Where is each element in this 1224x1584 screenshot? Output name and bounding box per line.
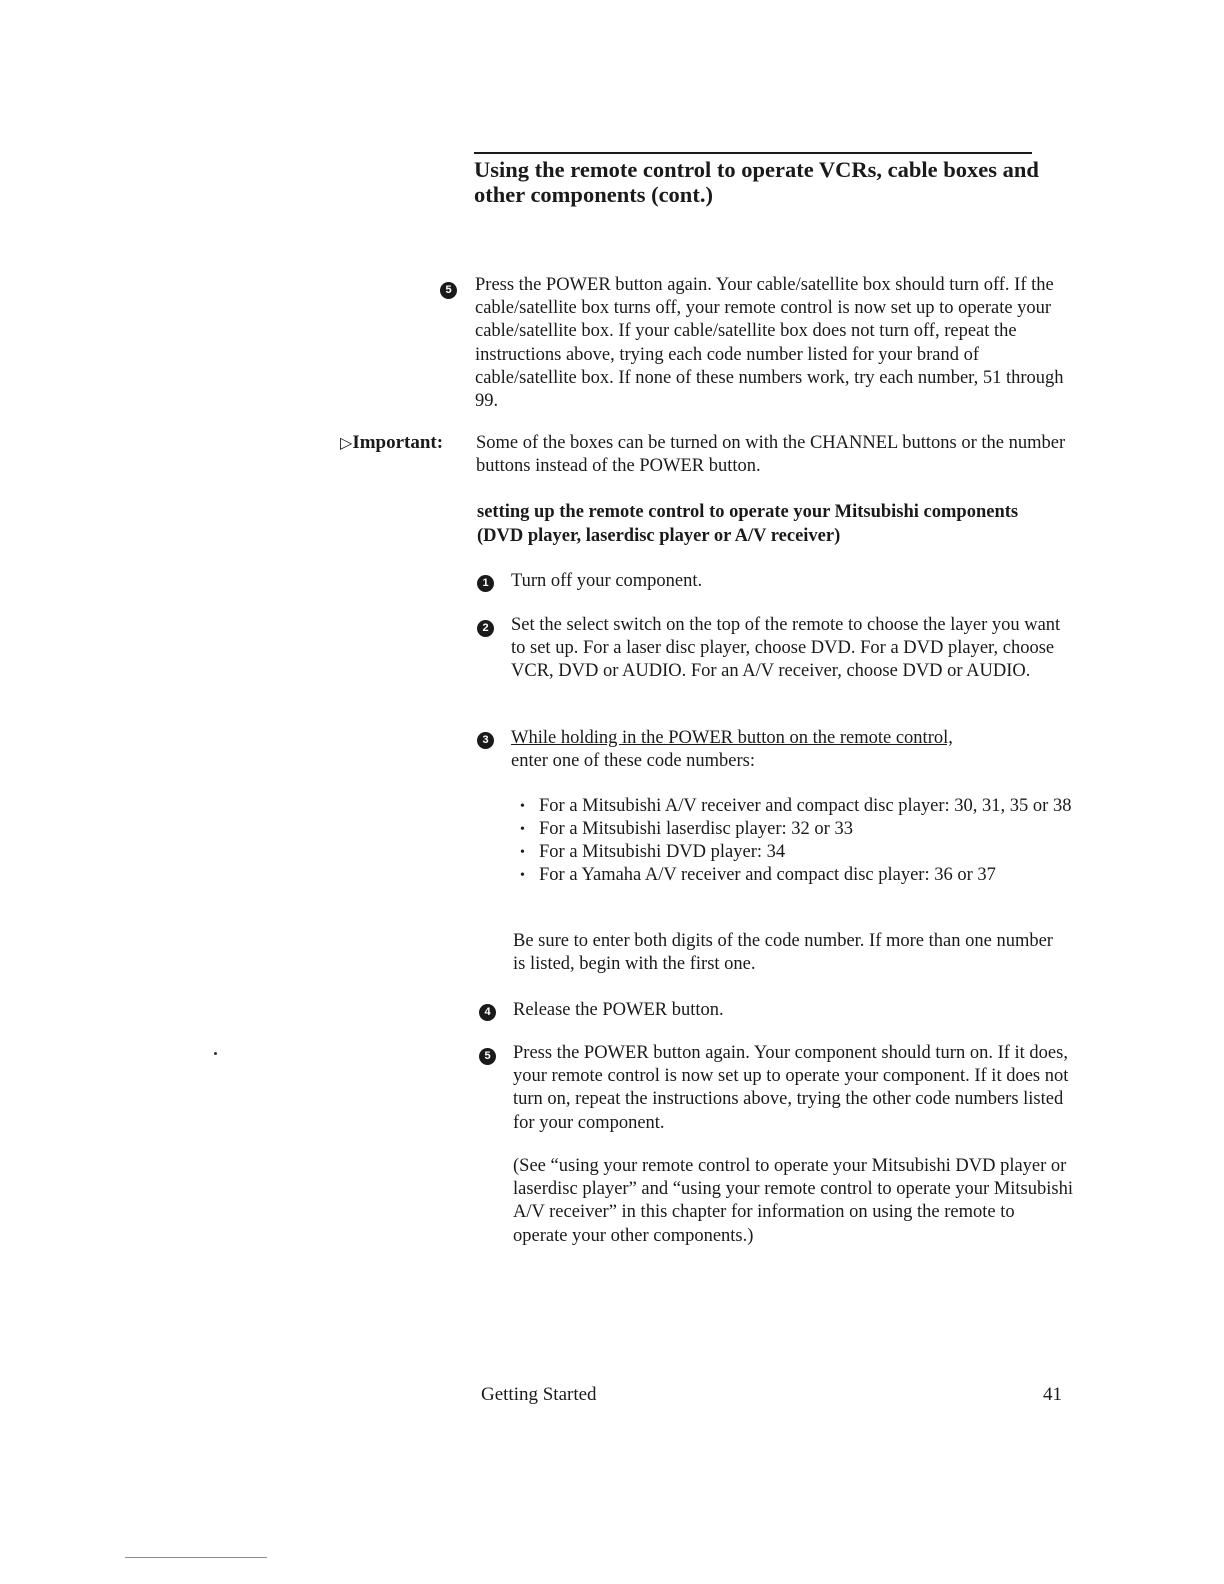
step-number-badge: 3 (477, 732, 494, 749)
list-item: • For a Mitsubishi DVD player: 34 (520, 841, 1080, 864)
list-item: • For a Mitsubishi A/V receiver and compact disc player: 30, 31, 35 or 38 (520, 795, 1080, 818)
footer-section-name: Getting Started (481, 1384, 597, 1405)
step-4-text: Release the POWER button. (513, 1000, 724, 1020)
scan-edge-line (125, 1557, 267, 1558)
step-number-badge: 5 (440, 282, 457, 299)
step-number-badge: 5 (479, 1048, 496, 1065)
triangle-pointer-icon: ▷ (340, 433, 353, 452)
step-number-badge: 2 (477, 620, 494, 637)
list-item: • For a Mitsubishi laserdisc player: 32 or 33 (520, 818, 1080, 841)
important-label: ▷Important: (340, 432, 444, 453)
code-entry-note: Be sure to enter both digits of the code number. If more than one number is listed, begin with the first one. (513, 931, 1053, 975)
see-also-note: (See “using your remote control to operate your Mitsubishi DVD player or laserdisc player” and “using your remote control to operate your Mitsubishi A/V receiver” in this chapter for information on using the remote to operate your other components.) (513, 1156, 1073, 1246)
step-number-badge: 4 (479, 1004, 496, 1021)
section-subheading: setting up the remote control to operate your Mitsubishi components (DVD player, laserdisc player or A/V receiver) (477, 502, 1019, 546)
page-title: Using the remote control to operate VCRs, cable boxes and other components (cont.) (474, 157, 1039, 207)
step-3-rest-text: enter one of these code numbers: (511, 751, 756, 772)
title-rule (474, 152, 1032, 154)
list-item: • For a Yamaha A/V receiver and compact disc player: 36 or 37 (520, 864, 1080, 887)
important-text: Some of the boxes can be turned on with the CHANNEL buttons or the number buttons instead of the POWER button. (476, 433, 1066, 477)
code-numbers-list (520, 795, 1080, 887)
step-5-cable-text: Press the POWER button again. Your cable/satellite box should turn off. If the cable/satellite box turns off, your remote control is now set up to operate your cable/satellite box. If your cable/satellite box does not turn off, repeat the instructions above, trying each code number listed for your brand of cable/satellite box. If none of these numbers work, try each number, 51 through 99. (475, 275, 1064, 412)
step-5-text: Press the POWER button again. Your component should turn on. If it does, your remote control is now set up to operate your component. If it does not turn on, repeat the instructions above, trying the other code numbers listed for your component. (513, 1043, 1069, 1133)
page-number: 41 (1043, 1384, 1062, 1405)
step-3-text (511, 727, 1071, 773)
step-2-text: Set the select switch on the top of the remote to choose the layer you want to set up. For a laser disc player, choose DVD. For a DVD player, choose VCR, DVD or AUDIO. For an A/V receiver, choose DVD or AUDIO. (511, 615, 1061, 682)
step-1-text: Turn off your component. (511, 571, 703, 591)
step-3-underlined-text: While holding in the POWER button on the remote control, (511, 728, 953, 748)
step-number-badge: 1 (477, 575, 494, 592)
scan-speck (214, 1052, 217, 1055)
